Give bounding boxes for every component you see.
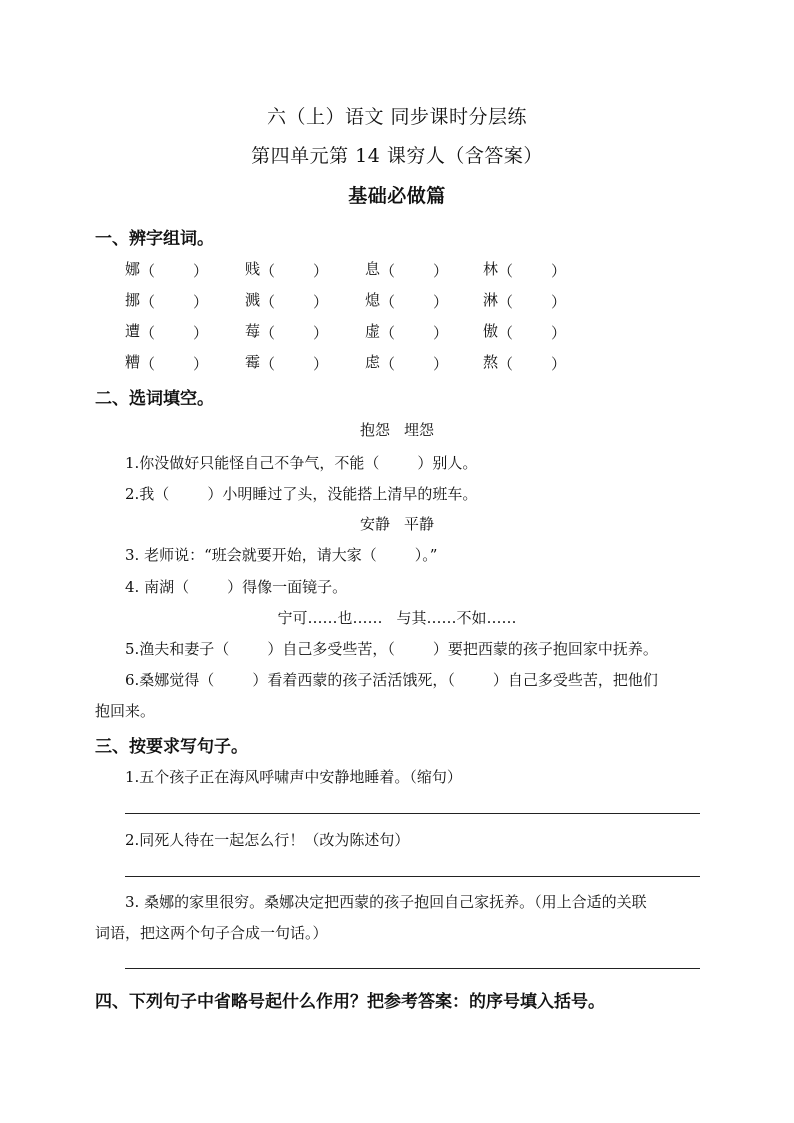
paren-open: （ bbox=[380, 262, 396, 280]
word-option: 埋怨 bbox=[404, 421, 435, 439]
paren-open: （ bbox=[380, 355, 396, 373]
paren-close: ） bbox=[313, 262, 329, 280]
question-text: ）别人。 bbox=[417, 454, 478, 472]
paren-close: ） bbox=[551, 355, 567, 373]
paren-open: （ bbox=[260, 324, 276, 342]
answer-blank[interactable] bbox=[260, 353, 328, 371]
answer-line-3-1[interactable] bbox=[125, 813, 700, 814]
char-label: 息 bbox=[365, 260, 381, 278]
char-cell bbox=[483, 351, 593, 372]
paren-open: （ bbox=[260, 355, 276, 373]
paren-open: （ bbox=[260, 262, 276, 280]
answer-blank[interactable] bbox=[380, 353, 448, 371]
char-label: 娜 bbox=[125, 260, 141, 278]
section-4-heading: 四、下列句子中省略号起什么作用？把参考答案：的序号填入括号。 bbox=[95, 992, 605, 1012]
char-label: 虚 bbox=[365, 322, 381, 340]
section-1-heading: 一、辨字组词。 bbox=[95, 229, 214, 249]
level-heading: 基础必做篇 bbox=[348, 185, 446, 207]
paren-close: ） bbox=[551, 324, 567, 342]
paren-open: （ bbox=[498, 293, 514, 311]
char-cell bbox=[245, 258, 355, 279]
answer-blank[interactable] bbox=[260, 260, 328, 278]
word-choice-group-3 bbox=[0, 607, 794, 628]
word-option: 安静 bbox=[359, 515, 390, 533]
char-cell bbox=[483, 258, 593, 279]
word-option: 宁可……也…… bbox=[277, 609, 383, 627]
question-text: ）得像一面镜子。 bbox=[227, 578, 348, 596]
answer-blank[interactable] bbox=[380, 291, 448, 309]
paren-close: ） bbox=[433, 262, 449, 280]
question-3-3-continued: 词语，把这两个句子合成一句话。） bbox=[95, 924, 328, 942]
paren-open: （ bbox=[498, 324, 514, 342]
char-row bbox=[125, 320, 605, 342]
char-label: 虑 bbox=[365, 353, 381, 371]
answer-blank[interactable] bbox=[260, 322, 328, 340]
question-3-2: 2.同死人待在一起怎么行！（改为陈述句） bbox=[125, 831, 410, 849]
char-label: 遭 bbox=[125, 322, 141, 340]
answer-line-3-3[interactable] bbox=[125, 968, 700, 969]
question-3-3: 3. 桑娜的家里很穷。桑娜决定把西蒙的孩子抱回自己家抚养。（用上合适的关联 bbox=[125, 893, 647, 911]
char-cell bbox=[245, 351, 355, 372]
answer-blank[interactable] bbox=[140, 353, 208, 371]
answer-blank[interactable] bbox=[498, 291, 566, 309]
paren-close: ） bbox=[313, 355, 329, 373]
paren-open: （ bbox=[140, 324, 156, 342]
char-cell bbox=[483, 320, 593, 341]
question-text: 6.桑娜觉得（ bbox=[125, 671, 215, 689]
question-text: ）自己多受些苦，把他们 bbox=[492, 671, 658, 689]
answer-blank[interactable] bbox=[140, 260, 208, 278]
question-text: ）自己多受些苦，（ bbox=[267, 640, 395, 658]
paren-close: ） bbox=[193, 262, 209, 280]
char-cell bbox=[125, 351, 235, 372]
question-2-2 bbox=[125, 483, 477, 504]
char-cell bbox=[483, 289, 593, 310]
question-text: ）小明睡过了头，没能搭上清早的班车。 bbox=[207, 485, 478, 503]
char-label: 霉 bbox=[245, 353, 261, 371]
document-subtitle: 第四单元第 14 课穷人（含答案） bbox=[251, 145, 543, 167]
paren-close: ） bbox=[193, 324, 209, 342]
char-cell bbox=[365, 351, 475, 372]
paren-close: ） bbox=[313, 293, 329, 311]
char-cell bbox=[245, 320, 355, 341]
paren-open: （ bbox=[140, 355, 156, 373]
char-label: 贱 bbox=[245, 260, 261, 278]
question-2-1 bbox=[125, 452, 477, 473]
paren-open: （ bbox=[380, 324, 396, 342]
question-text: ）。” bbox=[414, 546, 438, 564]
paren-close: ） bbox=[193, 355, 209, 373]
question-text: 2.我（ bbox=[125, 485, 170, 503]
char-label: 熄 bbox=[365, 291, 381, 309]
section-2-heading: 二、选词填空。 bbox=[95, 389, 214, 409]
section-3-heading: 三、按要求写句子。 bbox=[95, 737, 248, 757]
char-cell bbox=[365, 258, 475, 279]
word-option: 平静 bbox=[404, 515, 435, 533]
char-label: 溅 bbox=[245, 291, 261, 309]
question-text: 3. 老师说：“班会就要开始，请大家（ bbox=[125, 546, 377, 564]
paren-open: （ bbox=[498, 355, 514, 373]
char-label: 淋 bbox=[483, 291, 499, 309]
paren-close: ） bbox=[313, 324, 329, 342]
question-text: ）看着西蒙的孩子活活饿死，（ bbox=[252, 671, 455, 689]
paren-close: ） bbox=[193, 293, 209, 311]
char-row bbox=[125, 289, 605, 311]
char-label: 挪 bbox=[125, 291, 141, 309]
question-2-6-continued: 抱回来。 bbox=[95, 702, 156, 720]
answer-blank[interactable] bbox=[140, 322, 208, 340]
question-2-6 bbox=[125, 669, 658, 690]
answer-line-3-2[interactable] bbox=[125, 876, 700, 877]
answer-blank[interactable] bbox=[498, 260, 566, 278]
paren-close: ） bbox=[433, 355, 449, 373]
question-3-1: 1.五个孩子正在海风呼啸声中安静地睡着。（缩句） bbox=[125, 768, 462, 786]
word-choice-group-2 bbox=[0, 513, 794, 534]
question-text: 1.你没做好只能怪自己不争气，不能（ bbox=[125, 454, 380, 472]
question-2-5 bbox=[125, 638, 658, 659]
answer-blank[interactable] bbox=[380, 260, 448, 278]
char-label: 熬 bbox=[483, 353, 499, 371]
char-row bbox=[125, 258, 605, 280]
answer-blank[interactable] bbox=[380, 322, 448, 340]
paren-open: （ bbox=[140, 293, 156, 311]
question-text: 5.渔夫和妻子（ bbox=[125, 640, 230, 658]
paren-open: （ bbox=[140, 262, 156, 280]
question-text: 4. 南湖（ bbox=[125, 578, 190, 596]
word-option: 抱怨 bbox=[359, 421, 390, 439]
answer-blank[interactable] bbox=[498, 322, 566, 340]
paren-close: ） bbox=[433, 293, 449, 311]
char-label: 莓 bbox=[245, 322, 261, 340]
paren-close: ） bbox=[551, 293, 567, 311]
char-label: 林 bbox=[483, 260, 499, 278]
char-cell bbox=[125, 289, 235, 310]
answer-blank[interactable] bbox=[498, 353, 566, 371]
char-label: 糟 bbox=[125, 353, 141, 371]
paren-open: （ bbox=[260, 293, 276, 311]
word-choice-group-1 bbox=[0, 419, 794, 440]
paren-open: （ bbox=[498, 262, 514, 280]
char-cell bbox=[125, 320, 235, 341]
char-cell bbox=[365, 289, 475, 310]
char-cell bbox=[365, 320, 475, 341]
question-text: ）要把西蒙的孩子抱回家中抚养。 bbox=[432, 640, 658, 658]
question-2-3 bbox=[125, 544, 437, 565]
paren-close: ） bbox=[551, 262, 567, 280]
word-option: 与其……不如…… bbox=[396, 609, 517, 627]
char-label: 傲 bbox=[483, 322, 499, 340]
paren-open: （ bbox=[380, 293, 396, 311]
paren-close: ） bbox=[433, 324, 449, 342]
question-2-4 bbox=[125, 576, 347, 597]
char-cell bbox=[245, 289, 355, 310]
char-cell bbox=[125, 258, 235, 279]
answer-blank[interactable] bbox=[260, 291, 328, 309]
answer-blank[interactable] bbox=[140, 291, 208, 309]
char-row bbox=[125, 351, 605, 373]
document-title: 六（上）语文 同步课时分层练 bbox=[266, 106, 528, 128]
